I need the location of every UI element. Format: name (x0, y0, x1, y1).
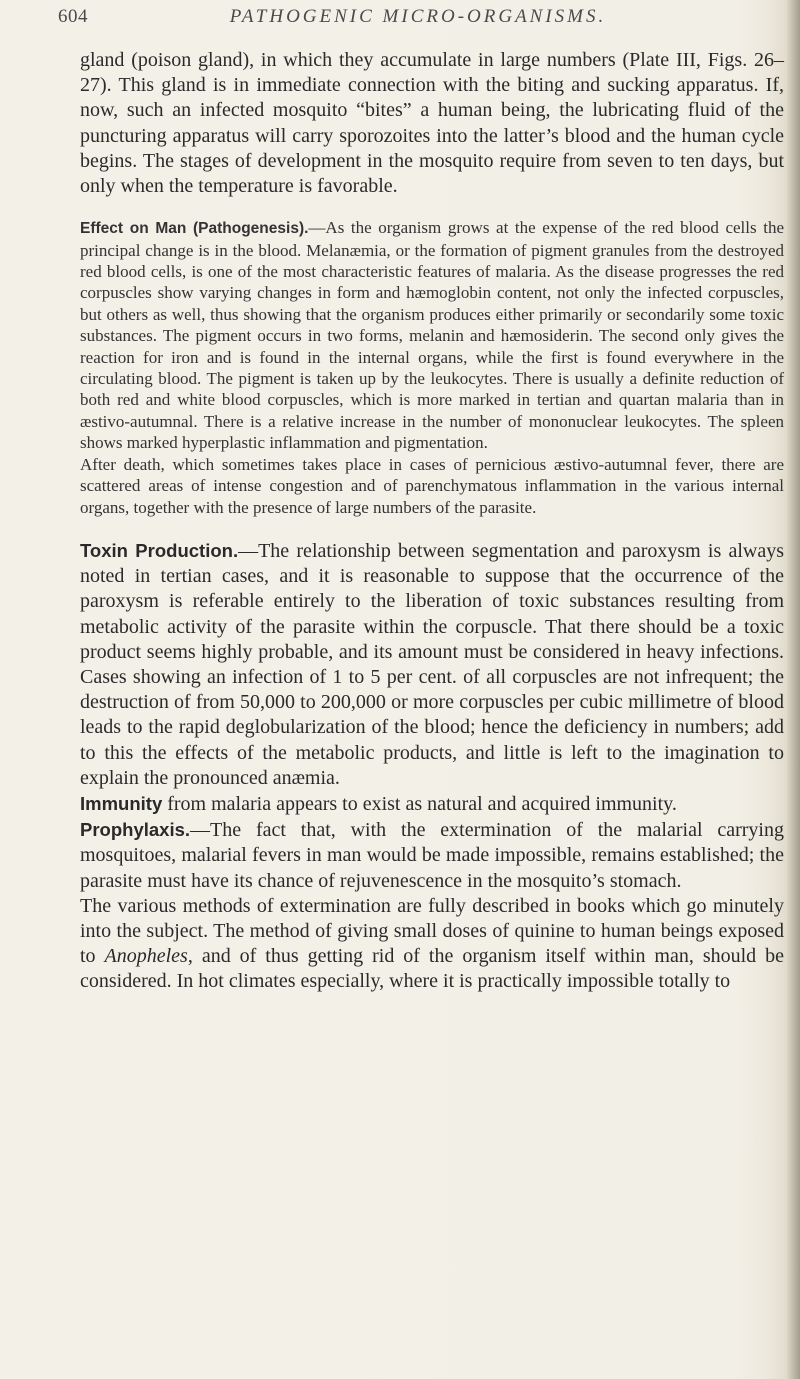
heading-prophylaxis: Prophylaxis. (80, 819, 191, 841)
methods-text-before: The various methods of extermination are fully described in books which go minutely into the subject. The method of giving small doses of quinine to human beings exposed to (80, 894, 784, 968)
paragraph-effect-on-man (80, 217, 784, 453)
toxin-production-text: —The relationship between segmentation and paroxysm is always noted in tertian cases, and it is reasonable to suppose that the occurrence of the paroxysm is referable entirely to the liberation of toxic substances resulting from metabolic activity of the parasite within the corpuscle. That there should be a toxic product seems highly probable, and its amount must be considered in heavy infections. Cases showing an infection of 1 to 5 per cent. of all corpuscles are not infrequent; the destruction of from 50,000 to 200,000 or more corpuscles per cubic millimetre of blood leads to the rapid deglobularization of the blood; hence the deficiency in numbers; add to this the effects of the metabolic products, and little is left to the imagination to explain the pronounced anæmia. (80, 539, 785, 789)
methods-text-after: , and of thus getting rid of the organism itself within man, should be considered. In hot climates especially, where it is practically impossible totally to (80, 945, 784, 993)
heading-effect-on-man: Effect on Man (Pathogenesis). (80, 220, 309, 238)
paragraph-toxin-production (80, 538, 784, 791)
anopheles-genus: Anopheles (104, 945, 188, 968)
immunity-text: from malaria appears to exist as natural and acquired immunity. (162, 792, 677, 815)
effect-on-man-text: —As the organism grows at the expense of the red blood cells the principal change is in the blood. Melanæmia, or the formation of pigment granules from the destroyed red blood cells, is one of the most characteristic features of malaria. As the disease progresses the red corpuscles show varying changes in form and hæmoglobin content, not only the infected corpuscles, but others as well, thus showing that the organism produces either primarily or secondarily some toxic substances. The pigment occurs in two forms, melanin and hæmosiderin. The second only gives the reaction for iron and is found in the internal organs, while the first is found everywhere in the circulating blood. The pigment is taken up by the leukocytes. There is usually a definite reduction of both red and white blood corpuscles, which is more marked in tertian and quartan malaria than in æstivo-autumnal. There is a relative increase in the number of mononuclear leukocytes. The spleen shows marked hyperplastic inflammation and pigmentation. (80, 218, 784, 453)
page-edge-shadow (786, 0, 800, 1379)
page-header (58, 6, 778, 36)
paragraph-gland-text: gland (poison gland), in which they accumulate in large numbers (Plate III, Figs. 26–27). This gland is in immediate connection with the biting and sucking apparatus. If, now, such an infected mosquito “bites” a human being, the lubricating fluid of the puncturing apparatus will carry sporozoites into the latter’s blood and the human cycle begins. The stages of development in the mosquito require from seven to ten days, but only when the temperature is favorable. (80, 49, 784, 198)
paragraph-extermination-methods (80, 894, 784, 995)
running-title: PATHOGENIC MICRO-ORGANISMS. (229, 6, 607, 27)
heading-immunity: Immunity (80, 792, 163, 814)
paragraph-prophylaxis (80, 817, 784, 894)
after-death-text: After death, which sometimes takes place in cases of pernicious æstivo-autumnal fever, there are scattered areas of intense congestion and of parenchymatous inflammation in the various internal organs, together with the presence of large numbers of the parasite. (80, 454, 784, 517)
paragraph-immunity (80, 791, 784, 817)
paragraph-gland (80, 48, 784, 199)
page-body (80, 48, 784, 995)
heading-toxin-production: Toxin Production. (80, 539, 239, 561)
prophylaxis-text: —The fact that, with the extermination of the malarial carrying mosquitoes, malarial fevers in man would be made impossible, remains established; the parasite must have its chance of rejuvenescence in the mosquito’s stomach. (80, 819, 784, 892)
paragraph-after-death (80, 454, 784, 518)
page-number: 604 (58, 6, 88, 27)
